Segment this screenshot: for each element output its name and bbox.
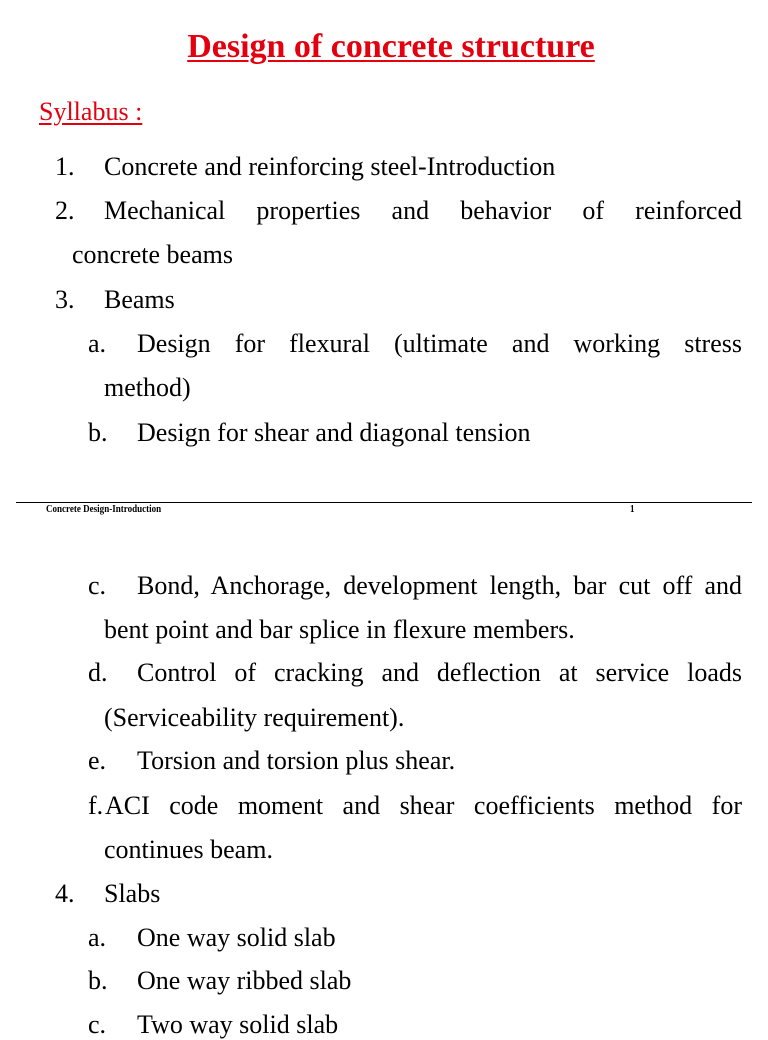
sublist-item-continuation: (Serviceability requirement).	[104, 703, 405, 732]
sublist-item-text: Control of cracking and deflection at service loads	[137, 658, 742, 687]
sublist-item-text: One way solid slab	[137, 923, 336, 952]
sublist-item-text: One way ribbed slab	[137, 966, 352, 995]
sublist-item-continuation: method)	[104, 373, 191, 402]
sublist-letter: d.	[88, 658, 108, 687]
footer-title: Concrete Design-Introduction	[46, 503, 162, 515]
sublist-letter: b.	[88, 418, 108, 447]
list-item-continuation: concrete beams	[72, 240, 233, 269]
sublist-item-text: Torsion and torsion plus shear.	[137, 746, 456, 775]
sublist-letter: e.	[88, 746, 107, 775]
list-number: 1.	[55, 152, 75, 181]
list-number: 3.	[55, 285, 75, 314]
list-item-text: Mechanical properties and behavior of reinforced	[104, 196, 742, 225]
list-number: 2.	[55, 196, 75, 225]
sublist-letter: a.	[88, 329, 107, 358]
page-number: 1	[630, 503, 635, 515]
sublist-item-text: Two way solid slab	[137, 1010, 339, 1039]
document-title: Design of concrete structure	[187, 28, 595, 65]
sublist-letter: f.	[88, 791, 104, 820]
sublist-letter: c.	[88, 571, 107, 600]
list-item-text: Concrete and reinforcing steel-Introduction	[104, 152, 556, 181]
sublist-letter: a.	[88, 923, 107, 952]
sublist-item-continuation: continues beam.	[104, 835, 273, 864]
sublist-item-text: ACI code moment and shear coefficients method for	[105, 791, 742, 820]
list-item-text: Beams	[104, 285, 175, 314]
sublist-letter: c.	[88, 1010, 107, 1039]
list-item-text: Slabs	[104, 879, 161, 908]
sublist-letter: b.	[88, 966, 108, 995]
sublist-item-continuation: bent point and bar splice in flexure members.	[104, 615, 575, 644]
sublist-item-text: Bond, Anchorage, development length, bar cut off and	[137, 571, 742, 600]
sublist-item-text: Design for flexural (ultimate and working stress	[137, 329, 742, 358]
list-number: 4.	[55, 879, 75, 908]
sublist-item-text: Design for shear and diagonal tension	[137, 418, 531, 447]
syllabus-heading: Syllabus :	[39, 97, 143, 126]
